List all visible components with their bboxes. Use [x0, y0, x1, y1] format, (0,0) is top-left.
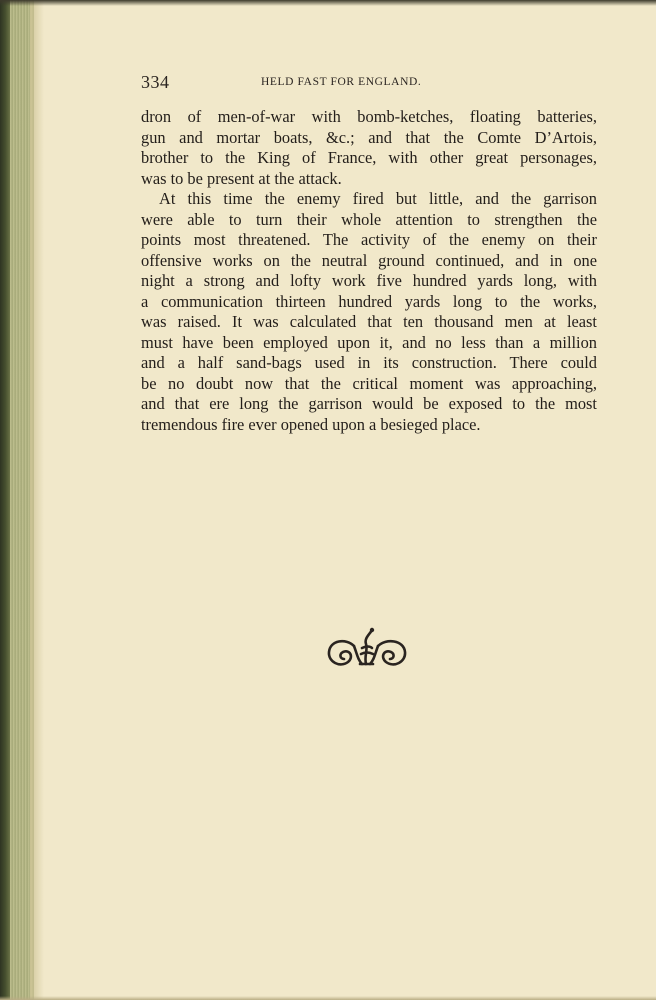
body-text [141, 107, 597, 435]
top-edge-shadow [0, 0, 656, 6]
text-line: must have been employed upon it, and no less than a million [141, 332, 597, 352]
text-line: be no doubt now that the critical moment was approaching, [141, 373, 597, 393]
running-head: HELD FAST FOR ENGLAND. [261, 76, 422, 88]
tailpiece-ornament-icon [324, 624, 410, 672]
book-binding [0, 0, 10, 1000]
text-line: was to be present at the attack. [141, 168, 342, 188]
bottom-edge-shadow [0, 996, 656, 1000]
text-line: points most threatened. The activity of the enemy on their [141, 230, 597, 249]
text-line: dron of men-of-war with bomb-ketches, floating batteries, [141, 107, 597, 126]
page-number: 334 [141, 72, 170, 92]
text-line: were able to turn their whole attention to strengthen the [141, 209, 597, 229]
page-header [141, 70, 597, 96]
text-line: gun and mortar boats, &c.; and that the Comte D’Artois, [141, 127, 597, 147]
text-line: and that ere long the garrison would be exposed to the most [141, 394, 597, 413]
text-line: brother to the King of France, with other great personages, [141, 148, 597, 167]
paragraph [141, 189, 597, 435]
page-edge-shadow [30, 0, 44, 1000]
text-line: night a strong and lofty work five hundred yards long, with [141, 271, 597, 290]
text-line: and a half sand-bags used in its construction. There could [141, 353, 597, 372]
text-line: tremendous fire ever opened upon a besieged place. [141, 414, 481, 434]
paragraph [141, 107, 597, 189]
text-line: At this time the enemy fired but little, and the garrison [159, 189, 597, 208]
text-line: was raised. It was calculated that ten thousand men at least [141, 312, 597, 331]
text-line: a communication thirteen hundred yards long to the works, [141, 291, 597, 311]
text-line: offensive works on the neutral ground continued, and in one [141, 250, 597, 270]
